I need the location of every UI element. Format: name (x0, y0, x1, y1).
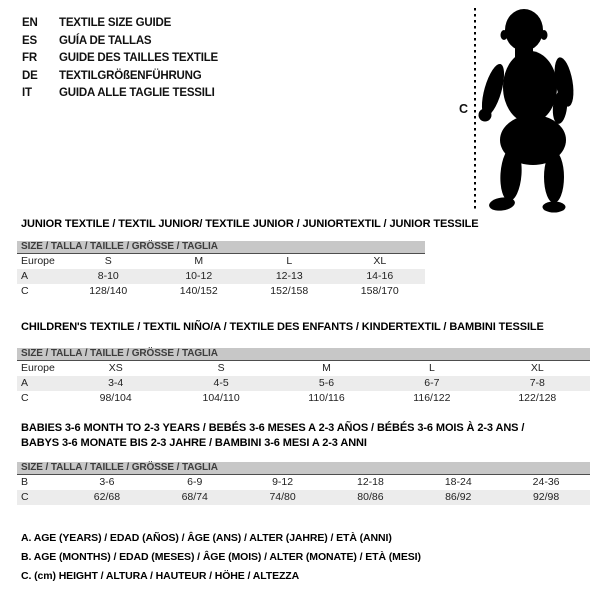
cell: 74/80 (269, 491, 296, 503)
cell: 92/98 (532, 491, 560, 503)
row-label: C (21, 392, 29, 404)
section-title-line: CHILDREN'S TEXTILE / TEXTIL NIÑO/A / TEXTILE DES ENFANTS / KINDERTEXTIL / BAMBINI TESSILE (21, 321, 544, 333)
cell: 140/152 (179, 285, 218, 297)
footnote-age-months: B. AGE (MONTHS) / EDAD (MESES) / ÂGE (MOIS) / ALTER (MONATE) / ETÀ (MESI) (21, 550, 421, 563)
language-code: ES (22, 34, 37, 47)
language-title: TEXTILE SIZE GUIDE (59, 17, 172, 29)
baby-silhouette-shape (477, 9, 576, 213)
language-title: TEXTILGRÖßENFÜHRUNG (59, 69, 202, 82)
row-label: A (21, 377, 29, 389)
section-title-line: JUNIOR TEXTILE / TEXTIL JUNIOR/ TEXTILE JUNIOR / JUNIORTEXTIL / JUNIOR TESSILE (21, 218, 479, 230)
table-row-europe (17, 254, 425, 269)
babies-section-title (21, 421, 524, 451)
footnote-age-years: A. AGE (YEARS) / EDAD (AÑOS) / ÂGE (ANS) / ALTER (JAHRE) / ETÀ (ANNI) (21, 532, 392, 544)
cell: 86/92 (445, 491, 472, 503)
cell: 128/140 (89, 285, 128, 297)
row-label: A (21, 270, 29, 282)
cell: 98/104 (99, 392, 132, 404)
size-header-bar: SIZE / TALLA / TAILLE / GRÖSSE / TAGLIA (17, 348, 590, 361)
table-row-age (17, 269, 425, 284)
cell: S (104, 255, 112, 267)
section-title-line: BABIES 3-6 MONTH TO 2-3 YEARS / BEBÉS 3-6 MESES A 2-3 AÑOS / BÉBÉS 3-6 MOIS À 2-3 ANS / (21, 422, 525, 434)
language-row-fr (22, 50, 218, 68)
language-list (22, 15, 218, 103)
table-row-height (17, 391, 590, 406)
junior-size-table (17, 241, 425, 299)
cell: L (286, 255, 293, 267)
cell: 110/116 (308, 392, 345, 404)
footnote-legend (21, 529, 421, 585)
cell: 8-10 (97, 270, 119, 282)
cell: 6-9 (187, 476, 203, 488)
cell: 9-12 (272, 476, 294, 488)
cell: XL (373, 255, 387, 267)
cell: XS (108, 362, 123, 374)
cell: 68/74 (181, 491, 208, 503)
cell: 122/128 (518, 392, 557, 404)
language-code: FR (22, 52, 37, 65)
language-row-es (22, 33, 218, 51)
cell: M (322, 362, 331, 374)
cell: 4-5 (213, 377, 229, 389)
cell: M (194, 255, 204, 267)
language-row-en (22, 15, 218, 33)
cell: 116/122 (413, 392, 451, 404)
row-label: C (21, 285, 29, 297)
height-measure-label: C (459, 102, 469, 116)
children-size-table (17, 348, 590, 406)
size-header-bar: SIZE / TALLA / TAILLE / GRÖSSE / TAGLIA (17, 241, 425, 254)
language-code: DE (22, 69, 38, 82)
language-title: GUÍA DE TALLAS (59, 34, 152, 47)
size-header-bar: SIZE / TALLA / TAILLE / GRÖSSE / TAGLIA (17, 462, 590, 475)
row-label: Europe (21, 362, 55, 374)
cell: 5-6 (318, 377, 335, 389)
cell: 104/110 (202, 392, 240, 404)
cell: 24-36 (532, 476, 560, 488)
cell: 6-7 (424, 377, 440, 389)
cell: S (217, 362, 225, 374)
cell: 62/68 (93, 491, 121, 503)
cell: L (428, 362, 435, 374)
cell: 3-6 (99, 476, 115, 488)
babies-size-table (17, 462, 590, 505)
cell: 80/86 (357, 491, 384, 503)
baby-silhouette-icon (445, 2, 600, 214)
language-title: GUIDE DES TAILLES TEXTILE (59, 52, 218, 65)
row-label: Europe (21, 255, 55, 267)
language-code: IT (22, 87, 32, 100)
table-row-height (17, 284, 425, 299)
cell: 10-12 (185, 270, 213, 282)
section-title-line: BABYS 3-6 MONATE BIS 2-3 JAHRE / BAMBINI 3-6 MESI A 2-3 ANNI (21, 437, 367, 449)
row-label: B (21, 476, 29, 488)
language-title: GUIDA ALLE TAGLIE TESSILI (59, 87, 215, 100)
cell: 152/158 (270, 285, 309, 297)
language-code: EN (22, 17, 38, 29)
cell: XL (530, 362, 544, 374)
row-label: C (21, 491, 29, 503)
footnote-height: C. (cm) HEIGHT / ALTURA / HAUTEUR / HÖHE / ALTEZZA (21, 569, 300, 582)
junior-section-title (21, 217, 479, 232)
children-section-title (21, 320, 544, 335)
cell: 12-13 (275, 270, 303, 282)
cell: 158/170 (360, 285, 399, 297)
language-row-de (22, 68, 218, 86)
table-row-age (17, 376, 590, 391)
cell: 14-16 (366, 270, 394, 282)
table-row-height (17, 490, 590, 505)
cell: 12-18 (356, 476, 384, 488)
table-row-months (17, 475, 590, 490)
cell: 7-8 (529, 377, 545, 389)
language-row-it (22, 85, 218, 103)
baby-height-figure (445, 2, 600, 214)
table-row-europe (17, 361, 590, 376)
cell: 3-4 (108, 377, 124, 389)
cell: 18-24 (444, 476, 472, 488)
